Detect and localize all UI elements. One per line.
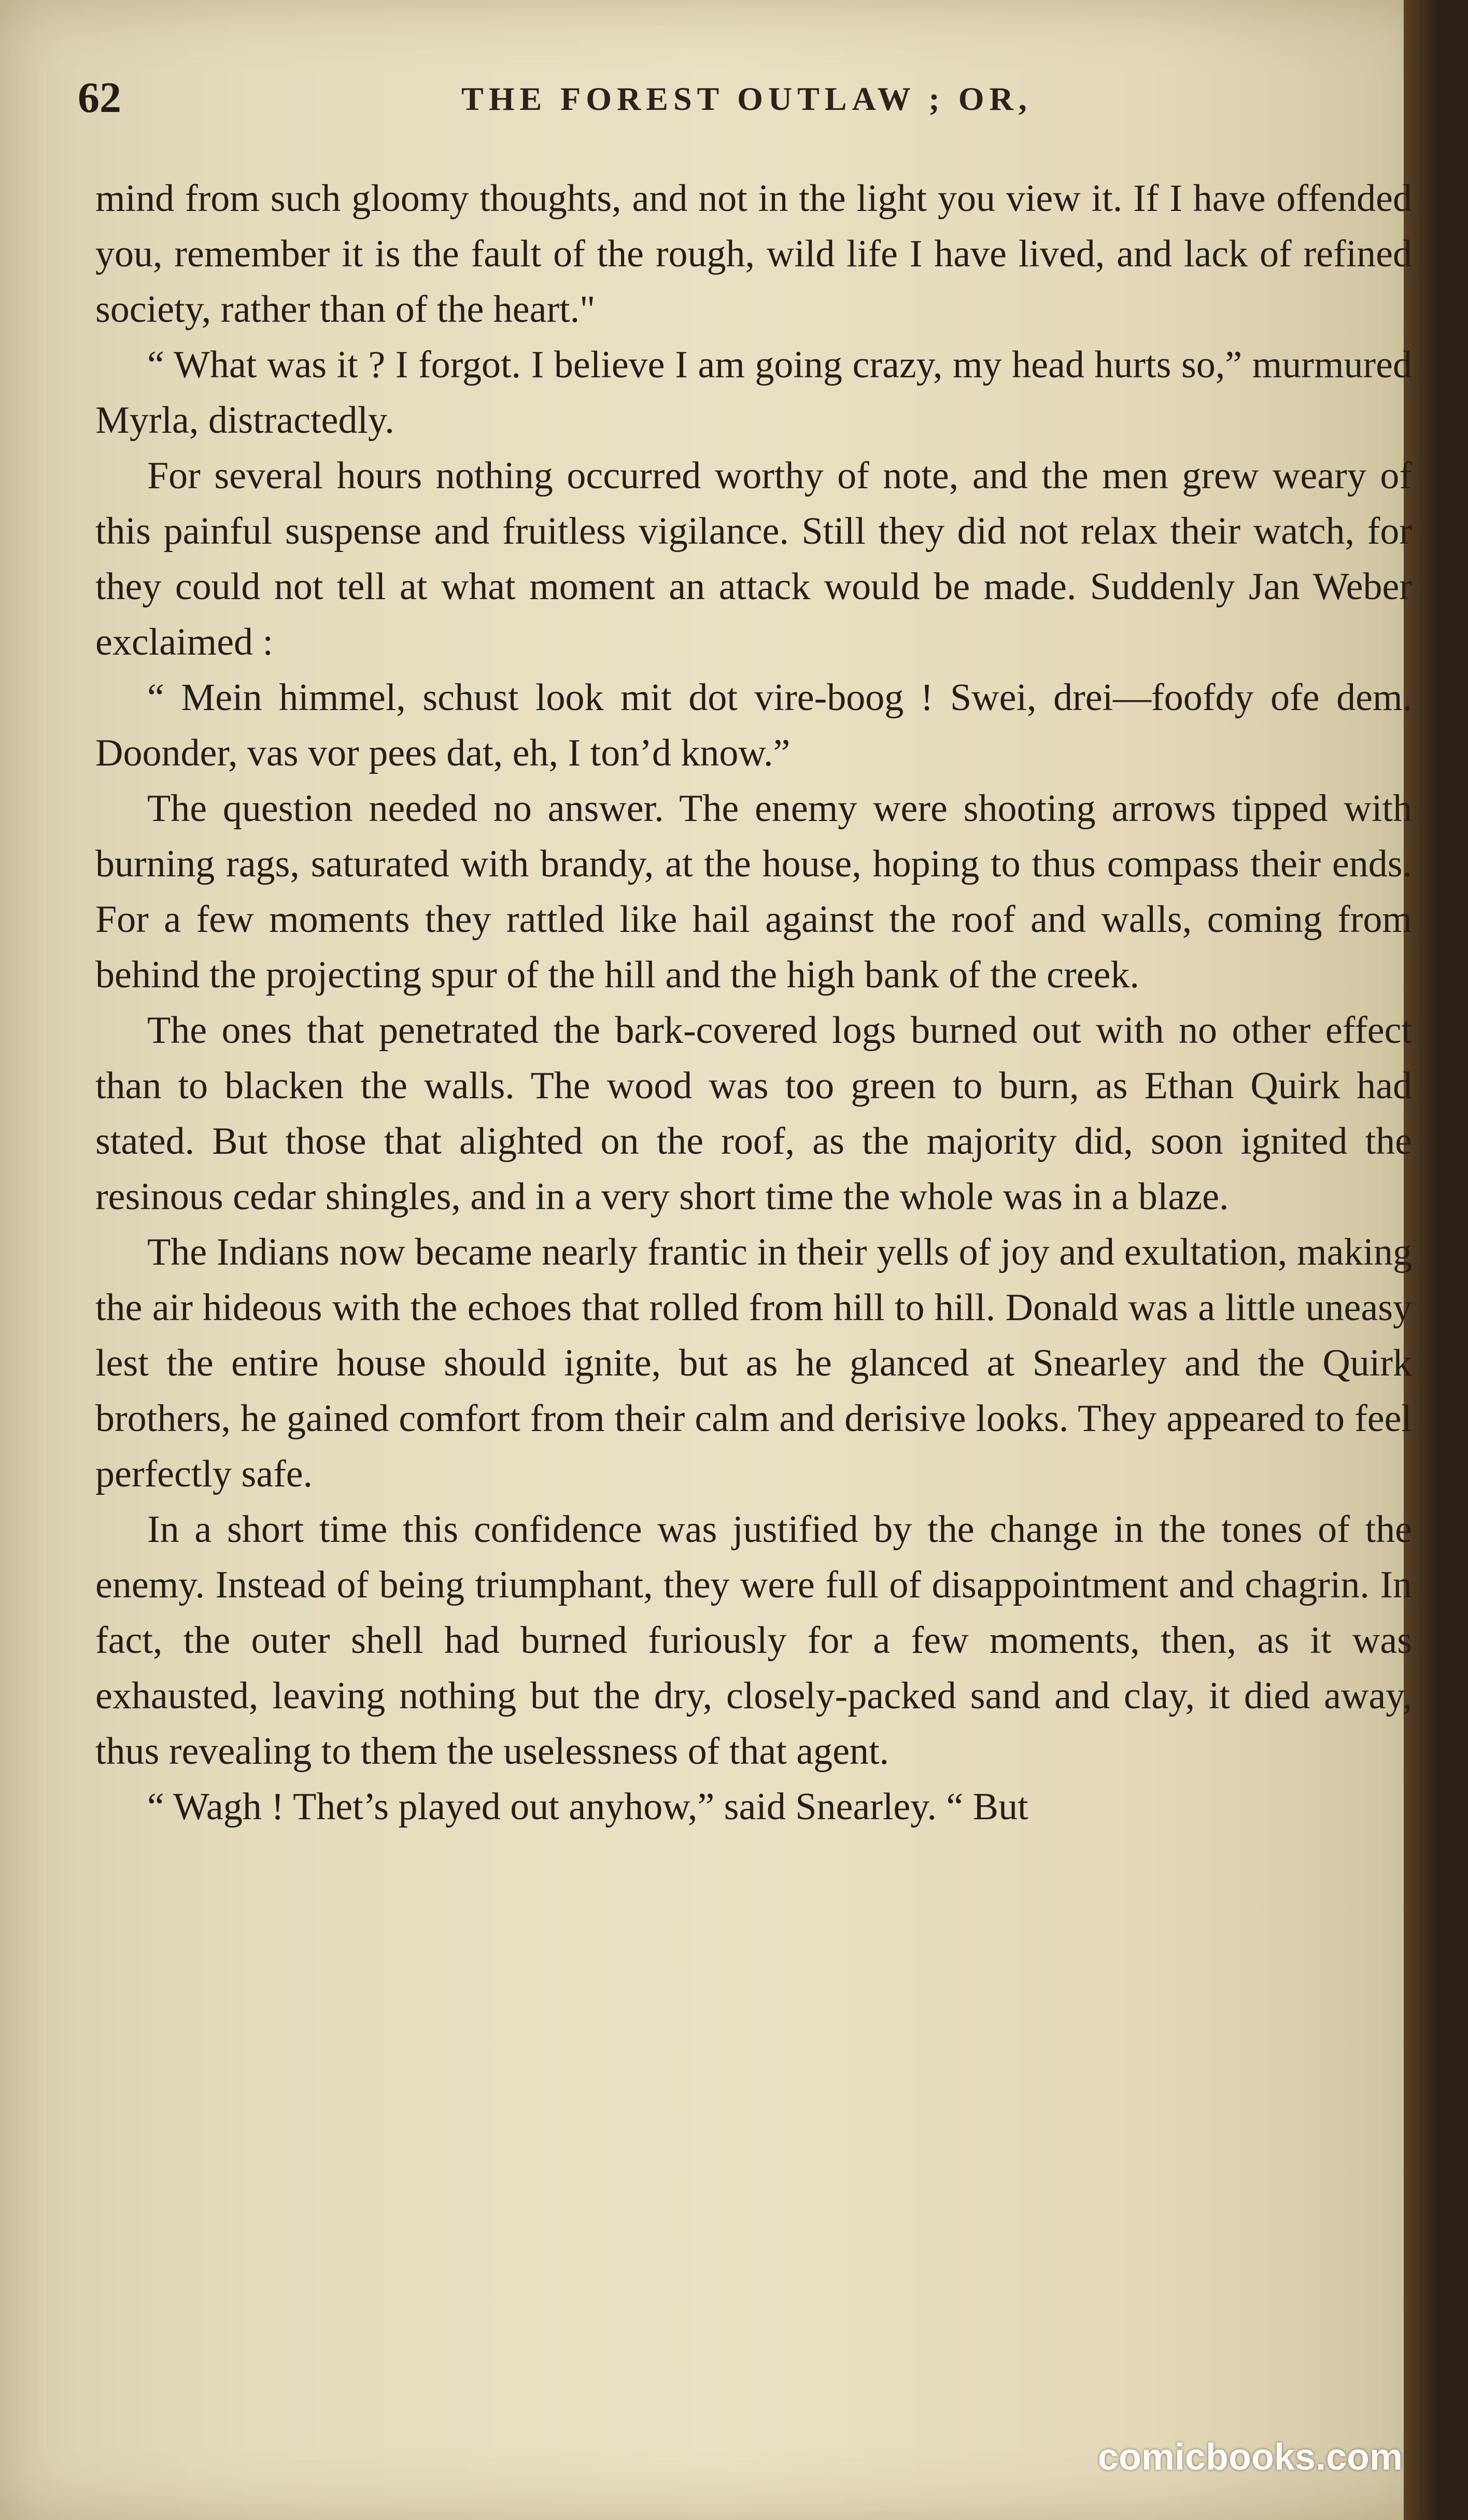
page-body (95, 171, 1412, 1835)
paragraph-1: mind from such gloomy thoughts, and not in the light you view it. If I have offended you, remember it is the fault of the rough, wild life I have lived, and lack of refined society, rather than of the heart." (95, 177, 1412, 331)
paragraph-7: The Indians now became nearly frantic in their yells of joy and exultation, making the air hideous with the echoes that rolled from hill to hill. Donald was a little uneasy lest the entire house should ignite, but as he glanced at Snearley and the Quirk brothers, he gained comfort from their calm and derisive looks. They appeared to feel perfectly safe. (95, 1231, 1412, 1495)
page-header (78, 62, 1405, 124)
paragraph-8: In a short time this confidence was justified by the change in the tones of the enemy. Instead of being triumphant, they were full of disappointment and chagrin. In fact, the outer shell had burned furiously for a few moments, then, as it was exhausted, leaving nothing but the dry, closely-packed sand and clay, it died away, thus revealing to them the uselessness of that agent. (95, 1508, 1412, 1773)
running-head: THE FOREST OUTLAW ; OR, (461, 80, 1032, 117)
paragraph-6: The ones that penetrated the bark-covered logs burned out with no other effect than to blacken the walls. The wood was too green to burn, as Ethan Quirk had stated. But those that alighted on the roof, as the majority did, soon ignited the resinous cedar shingles, and in a very short time the whole was in a blaze. (95, 1009, 1412, 1218)
watermark: comicbooks.com (1097, 2437, 1403, 2478)
paragraph-4: “ Mein himmel, schust look mit dot vire-boog ! Swei, drei—foofdy ofe dem. Doonder, vas vor pees dat, eh, I ton’d know.” (95, 676, 1412, 774)
page-number: 62 (78, 74, 121, 122)
paragraph-5: The question needed no answer. The enemy were shooting arrows tipped with burning rags, saturated with brandy, at the house, hoping to thus compass their ends. For a few moments they rattled like hail against the roof and walls, coming from behind the projecting spur of the hill and the high bank of the creek. (95, 787, 1412, 996)
paragraph-3: For several hours nothing occurred worthy of note, and the men grew weary of this painful suspense and fruitless vigilance. Still they did not relax their watch, for they could not tell at what moment an attack would be made. Suddenly Jan Weber exclaimed : (95, 455, 1412, 663)
paragraph-2: “ What was it ? I forgot. I believe I am going crazy, my head hurts so,” murmured Myrla, distractedly. (95, 344, 1412, 442)
paragraph-9: “ Wagh ! Thet’s played out anyhow,” said Snearley. “ But (147, 1786, 1028, 1828)
